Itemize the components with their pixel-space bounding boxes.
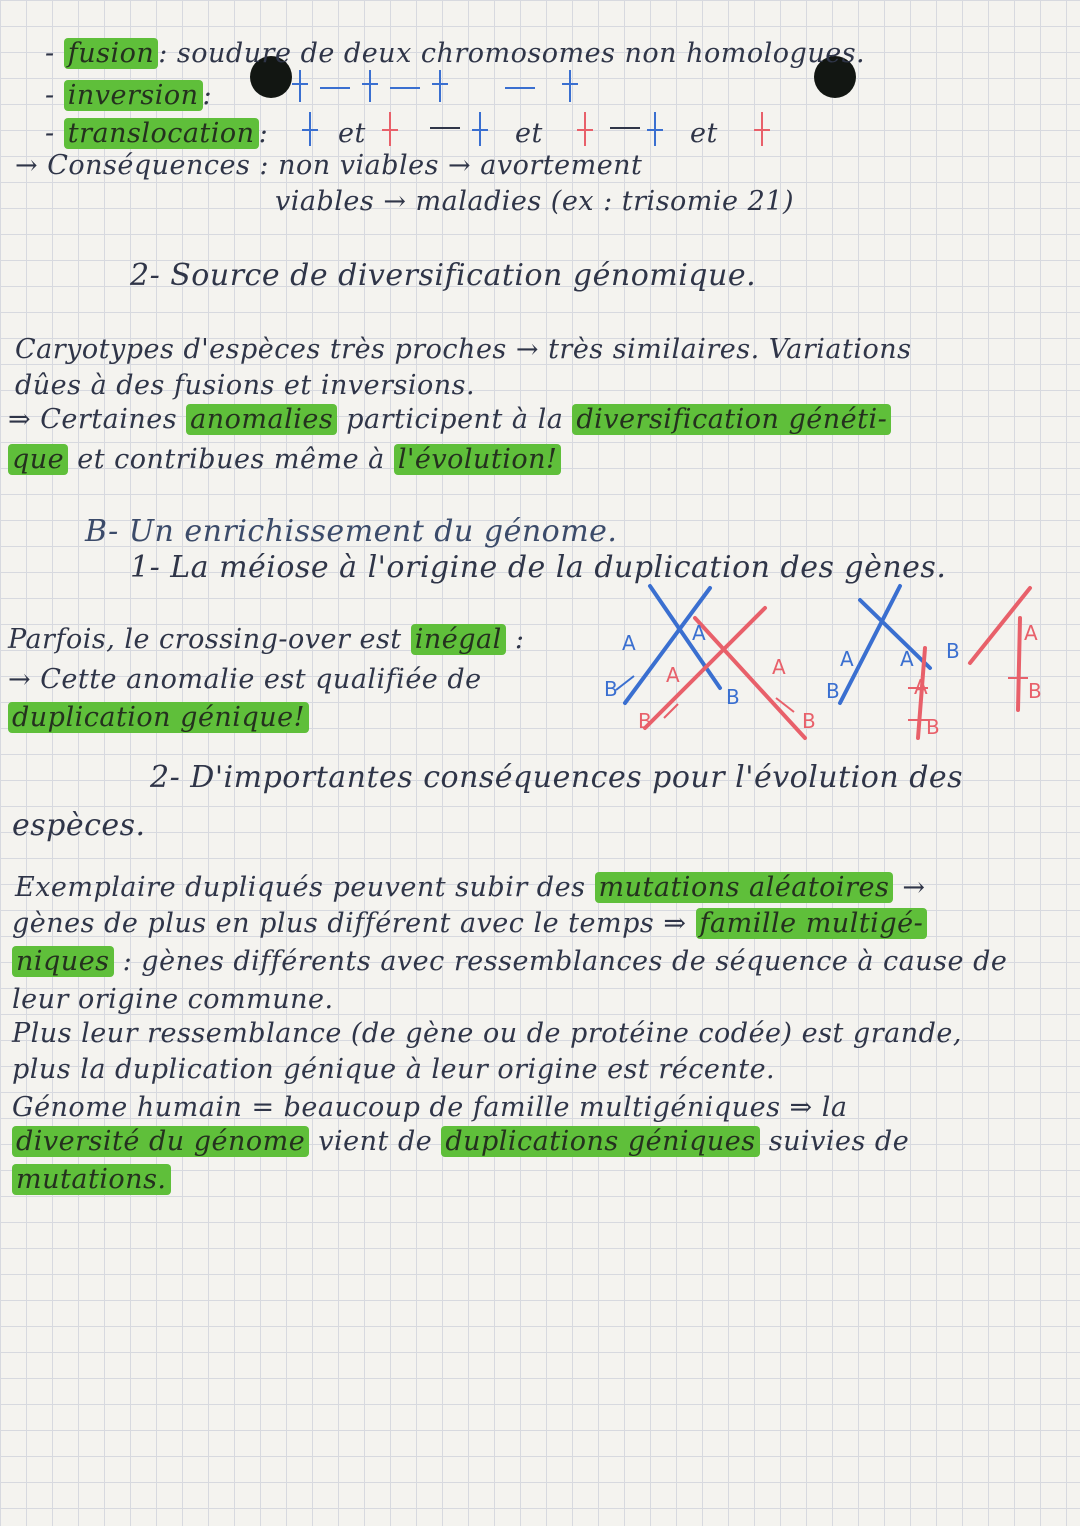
allele-label: B [802, 709, 816, 733]
highlight-mutations: mutations. [12, 1164, 171, 1195]
translocation-et-2: et [515, 118, 543, 149]
allele-label: B [1028, 679, 1042, 703]
caryotypes-line-1: Caryotypes d'espèces très proches → très similaires. Variations [15, 334, 912, 365]
allele-label: B [726, 685, 740, 709]
caryotypes-line-2: dûes à des fusions et inversions. [15, 370, 476, 401]
allele-label: B [638, 709, 652, 733]
body-line-8: diversité du génome vient de duplications géniques suivies de [12, 1126, 909, 1157]
body-line-5: Plus leur ressemblance (de gène ou de protéine codée) est grande, [12, 1018, 962, 1049]
allele-label: A [692, 621, 706, 645]
allele-label: B [926, 715, 940, 739]
allele-label: B [946, 639, 960, 663]
translocation-et-3: et [690, 118, 718, 149]
body-line-9 [12, 1164, 171, 1195]
allele-label: A [1024, 621, 1038, 645]
fusion-label: fusion [64, 38, 159, 69]
body-line-7: Génome humain = beaucoup de famille multigéniques ⇒ la [12, 1092, 848, 1123]
translocation-et-1: et [338, 118, 366, 149]
inversion-line: - inversion : [45, 80, 213, 111]
highlight-duplication-genique: duplication génique! [8, 702, 309, 733]
allele-label: A [666, 663, 680, 687]
crossing-over-line-1: Parfois, le crossing-over est inégal : [8, 624, 525, 655]
highlight-diversification: diversification généti- [572, 404, 891, 435]
highlight-diversite-genome: diversité du génome [12, 1126, 309, 1157]
translocation-label: translocation [64, 118, 259, 149]
consequences-line-1: → Conséquences : non viables → avortement [15, 150, 643, 181]
highlight-duplications-geniques: duplications géniques [441, 1126, 759, 1157]
inversion-label: inversion [64, 80, 203, 111]
anomalies-line-1: ⇒ Certaines anomalies participent à la diversification généti- [8, 404, 891, 435]
highlight-evolution: l'évolution! [394, 444, 562, 475]
section-title-source-diversification: 2- Source de diversification génomique. [130, 258, 757, 293]
fusion-text: : soudure de deux chromosomes non homologues. [158, 38, 866, 69]
highlight-inegal: inégal [411, 624, 506, 655]
body-line-3: niques : gènes différents avec ressemblances de séquence à cause de [12, 946, 1007, 977]
body-line-4: leur origine commune. [12, 984, 334, 1015]
allele-label: B [604, 677, 618, 701]
allele-label: A [914, 675, 928, 699]
crossing-over-line-3 [8, 702, 309, 733]
allele-label: A [622, 631, 636, 655]
crossing-over-line-2: → Cette anomalie est qualifiée de [8, 664, 482, 695]
subsection-title-consequences-2: espèces. [12, 808, 146, 843]
inversion-diagram [280, 64, 620, 108]
allele-label: B [826, 679, 840, 703]
highlight-anomalies: anomalies [186, 404, 337, 435]
allele-label: A [772, 655, 786, 679]
allele-label: A [840, 647, 854, 671]
highlight-mutations-aleatoires: mutations aléatoires [595, 872, 894, 903]
consequences-line-2: viables → maladies (ex : trisomie 21) [275, 186, 794, 217]
highlight-famille-multigenique: famille multigé- [696, 908, 928, 939]
subsection-title-consequences: 2- D'importantes conséquences pour l'évolution des [150, 760, 964, 795]
body-line-6: plus la duplication génique à leur origine est récente. [12, 1054, 776, 1085]
allele-label: A [900, 647, 914, 671]
translocation-line: - translocation : [45, 118, 269, 149]
body-line-2: gènes de plus en plus différent avec le temps ⇒ famille multigé- [12, 908, 927, 939]
anomalies-line-2: que et contribues même à l'évolution! [8, 444, 561, 475]
body-line-1: Exemplaire dupliqués peuvent subir des mutations aléatoires → [15, 872, 926, 903]
section-title-enrichissement: B- Un enrichissement du génome. [85, 514, 618, 549]
crossing-over-diagram [600, 578, 1060, 750]
subsection-title-meiose: 1- La méiose à l'origine de la duplication des gènes. [130, 550, 947, 585]
translocation-diagram [290, 104, 810, 154]
fusion-line: - fusion : soudure de deux chromosomes non homologues. [45, 38, 866, 69]
